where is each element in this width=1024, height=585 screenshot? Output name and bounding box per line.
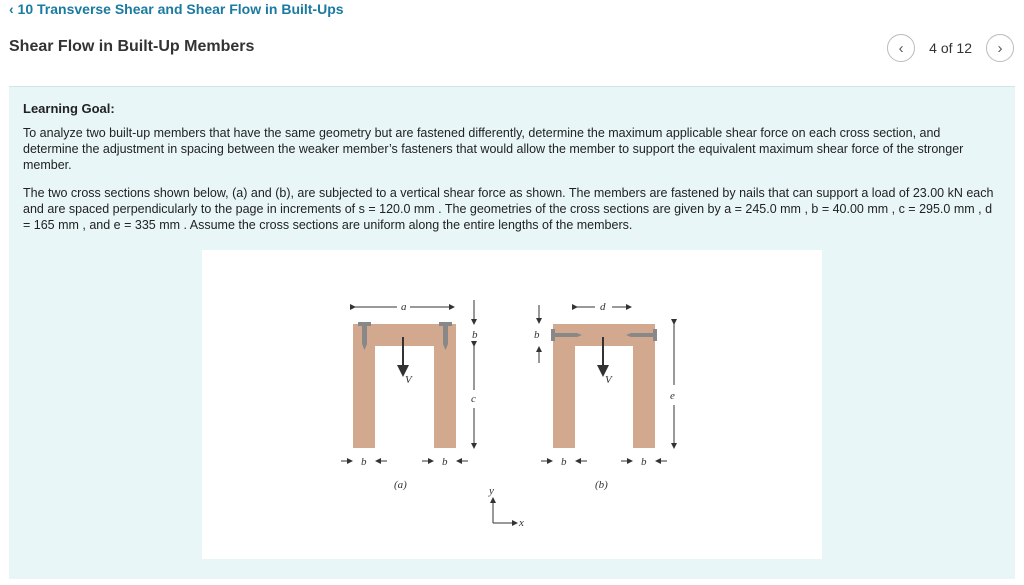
- label-b-b: b: [534, 329, 540, 341]
- label-b4: b: [641, 456, 647, 468]
- chevron-right-icon: ›: [997, 39, 1003, 57]
- figure-svg: [202, 250, 822, 559]
- label-c: c: [471, 393, 476, 405]
- learning-goal-heading: Learning Goal:: [23, 101, 115, 116]
- label-d: d: [600, 301, 606, 313]
- learning-goal-text: To analyze two built-up members that have the same geometry but are fastened differently, determine the maximum applicable shear force on each cross section, and determine the adjustment in spacing between the weaker member’s fasteners that would allow the member to support the equivalent maximum shear force of the stronger member.: [23, 126, 964, 172]
- pager: [887, 34, 1014, 62]
- section-a: [353, 324, 456, 448]
- label-v-b: V: [605, 374, 612, 386]
- label-v-a: V: [405, 374, 412, 386]
- page-indicator: 4 of 12: [929, 40, 972, 56]
- label-b3: b: [561, 456, 567, 468]
- label-b-a: b: [472, 329, 478, 341]
- prev-button[interactable]: [887, 34, 915, 62]
- label-b1: b: [361, 456, 367, 468]
- back-link[interactable]: ‹ 10 Transverse Shear and Shear Flow in Built-Ups: [9, 1, 344, 17]
- problem-panel: [9, 86, 1015, 579]
- caption-a: (a): [394, 479, 407, 491]
- label-e: e: [670, 390, 675, 402]
- cross-section-figure: [202, 250, 822, 559]
- axis-x-label: x: [519, 517, 524, 529]
- label-a: a: [401, 301, 407, 313]
- caption-b: (b): [595, 479, 608, 491]
- chevron-left-icon: ‹: [898, 39, 904, 57]
- label-b2: b: [442, 456, 448, 468]
- page-title: Shear Flow in Built-Up Members: [9, 38, 255, 55]
- axis-y-label: y: [489, 485, 494, 497]
- next-button[interactable]: [986, 34, 1014, 62]
- problem-text: The two cross sections shown below, (a) and (b), are subjected to a vertical shear force as shown. The members are fastened by nails that can support a load of 23.00 kN each and are spaced perpendicularly to the page in increments of s = 120.0 mm . The geometries of the cross sections are given by a = 245.0 mm , b = 40.00 mm , c = 295.0 mm , d = 165 mm , and e = 335 mm . Assume the cross sections are uniform along the entire lengths of the members.: [23, 186, 994, 232]
